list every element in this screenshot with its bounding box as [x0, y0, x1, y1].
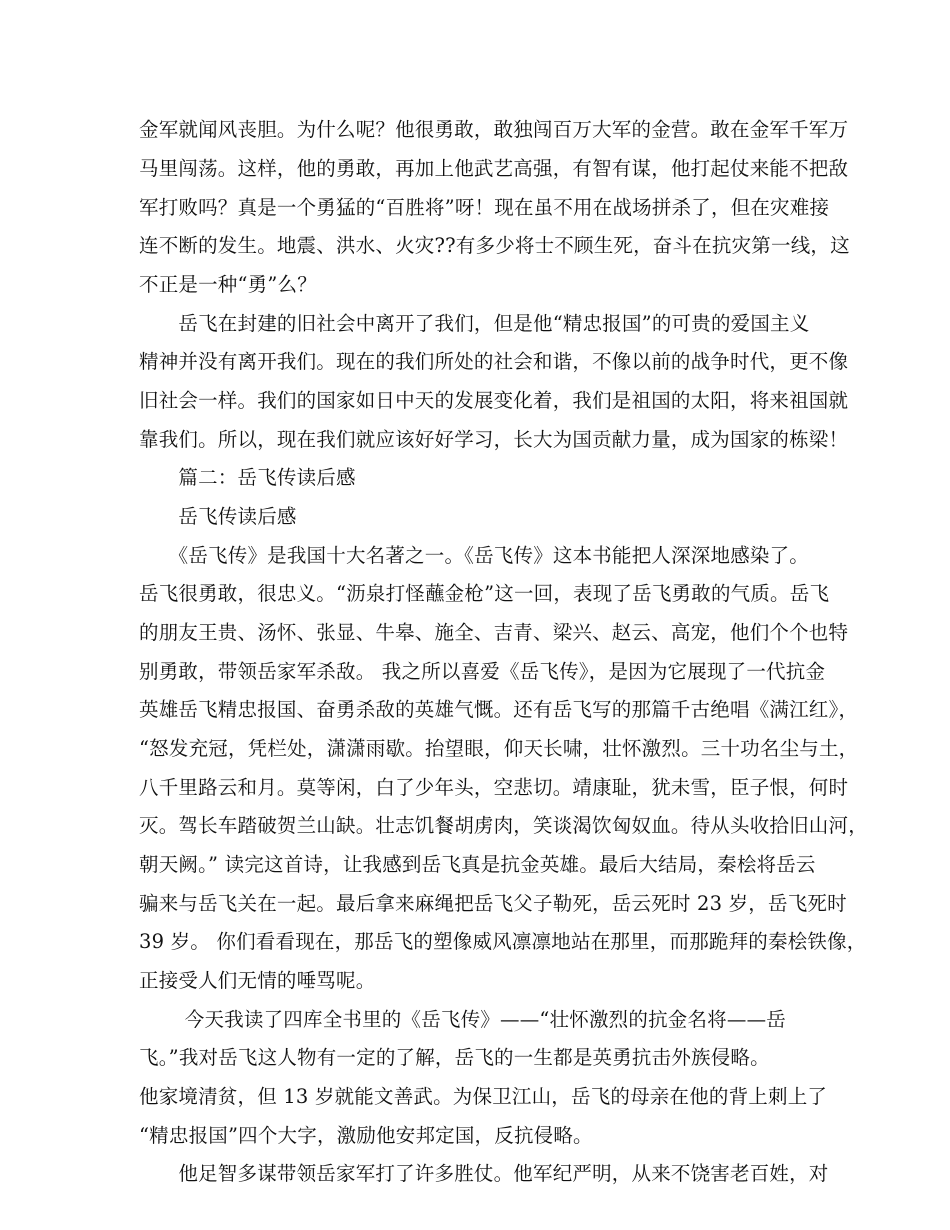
text-line: 骗来与岳飞关在一起。最后拿来麻绳把岳飞父子勒死，岳云死时 23 岁，岳飞死时	[139, 892, 847, 915]
article-title: 岳飞传读后感	[139, 505, 297, 528]
text-line: 旧社会一样。我们的国家如日中天的发展变化着，我们是祖国的太阳，将来祖国就	[139, 389, 849, 412]
text-line: 靠我们。所以，现在我们就应该好好学习，长大为国贡献力量，成为国家的栋梁！	[139, 428, 849, 451]
text-line: 他足智多谋带领岳家军打了许多胜仗。他军纪严明，从来不饶害老百姓，对	[139, 1162, 829, 1185]
text-line: 39 岁。 你们看看现在，那岳飞的塑像威风凛凛地站在那里，而那跪拜的秦桧铁像，	[139, 930, 867, 953]
text-line: 金军就闻风丧胆。为什么呢？他很勇敢，敢独闯百万大军的金营。敢在金军千军万	[139, 118, 849, 141]
text-line: “怒发充冠，凭栏处，潇潇雨歇。抬望眼，仰天长啸，壮怀激烈。三十功名尘与土，	[139, 737, 859, 760]
text-line: 飞。”我对岳飞这人物有一定的了解，岳飞的一生都是英勇抗击外族侵略。	[139, 1046, 770, 1069]
text-line: 马里闯荡。这样，他的勇敢，再加上他武艺高强，有智有谋，他打起仗来能不把敌	[139, 157, 849, 180]
text-line: 的朋友王贵、汤怀、张显、牛皋、施全、吉青、梁兴、赵云、高宠，他们个个也特	[139, 621, 849, 644]
text-line: 岳飞很勇敢，很忠义。“沥泉打怪蘸金枪”这一回，表现了岳飞勇敢的气质。岳飞	[139, 582, 830, 605]
text-line: 军打败吗？真是一个勇猛的“百胜将”呀！现在虽不用在战场拼杀了，但在灾难接	[139, 196, 830, 219]
text-line: 连不断的发生。地震、洪水、火灾??有多少将士不顾生死，奋斗在抗灾第一线，这	[139, 234, 850, 257]
text-line: 正接受人们无情的唾骂呢。	[139, 969, 376, 992]
text-line: 八千里路云和月。莫等闲，白了少年头，空悲切。靖康耻，犹未雪，臣子恨，何时	[139, 776, 849, 799]
text-line: 朝天阙。” 读完这首诗，让我感到岳飞真是抗金英雄。最后大结局，秦桧将岳云	[139, 853, 816, 876]
text-line: 别勇敢，带领岳家军杀敌。 我之所以喜爱《岳飞传》，是因为它展现了一代抗金	[139, 660, 826, 683]
text-line: 今天我读了四库全书里的《岳飞传》——“壮怀激烈的抗金名将——岳	[139, 1008, 786, 1031]
text-line: 《岳飞传》是我国十大名著之一。《岳飞传》这本书能把人深深地感染了。	[139, 544, 810, 567]
text-line: 不正是一种“勇”么？	[139, 273, 317, 296]
text-line: 精神并没有离开我们。现在的我们所处的社会和谐，不像以前的战争时代，更不像	[139, 350, 849, 373]
text-line: 英雄岳飞精忠报国、奋勇杀敌的英雄气慨。还有岳飞写的那篇千古绝唱《满江红》，	[139, 698, 859, 721]
text-line: “精忠报国”四个大字，激励他安邦定国，反抗侵略。	[139, 1124, 593, 1147]
text-line: 灭。驾长车踏破贺兰山缺。壮志饥餐胡虏肉，笑谈渴饮匈奴血。待从头收拾旧山河，	[139, 814, 868, 837]
text-line: 他家境清贫，但 13 岁就能文善武。为保卫江山，岳飞的母亲在他的背上刺上了	[139, 1085, 828, 1108]
text-line: 岳飞在封建的旧社会中离开了我们，但是他“精忠报国”的可贵的爱国主义	[139, 312, 810, 335]
section-heading: 篇二：岳飞传读后感	[139, 466, 356, 489]
